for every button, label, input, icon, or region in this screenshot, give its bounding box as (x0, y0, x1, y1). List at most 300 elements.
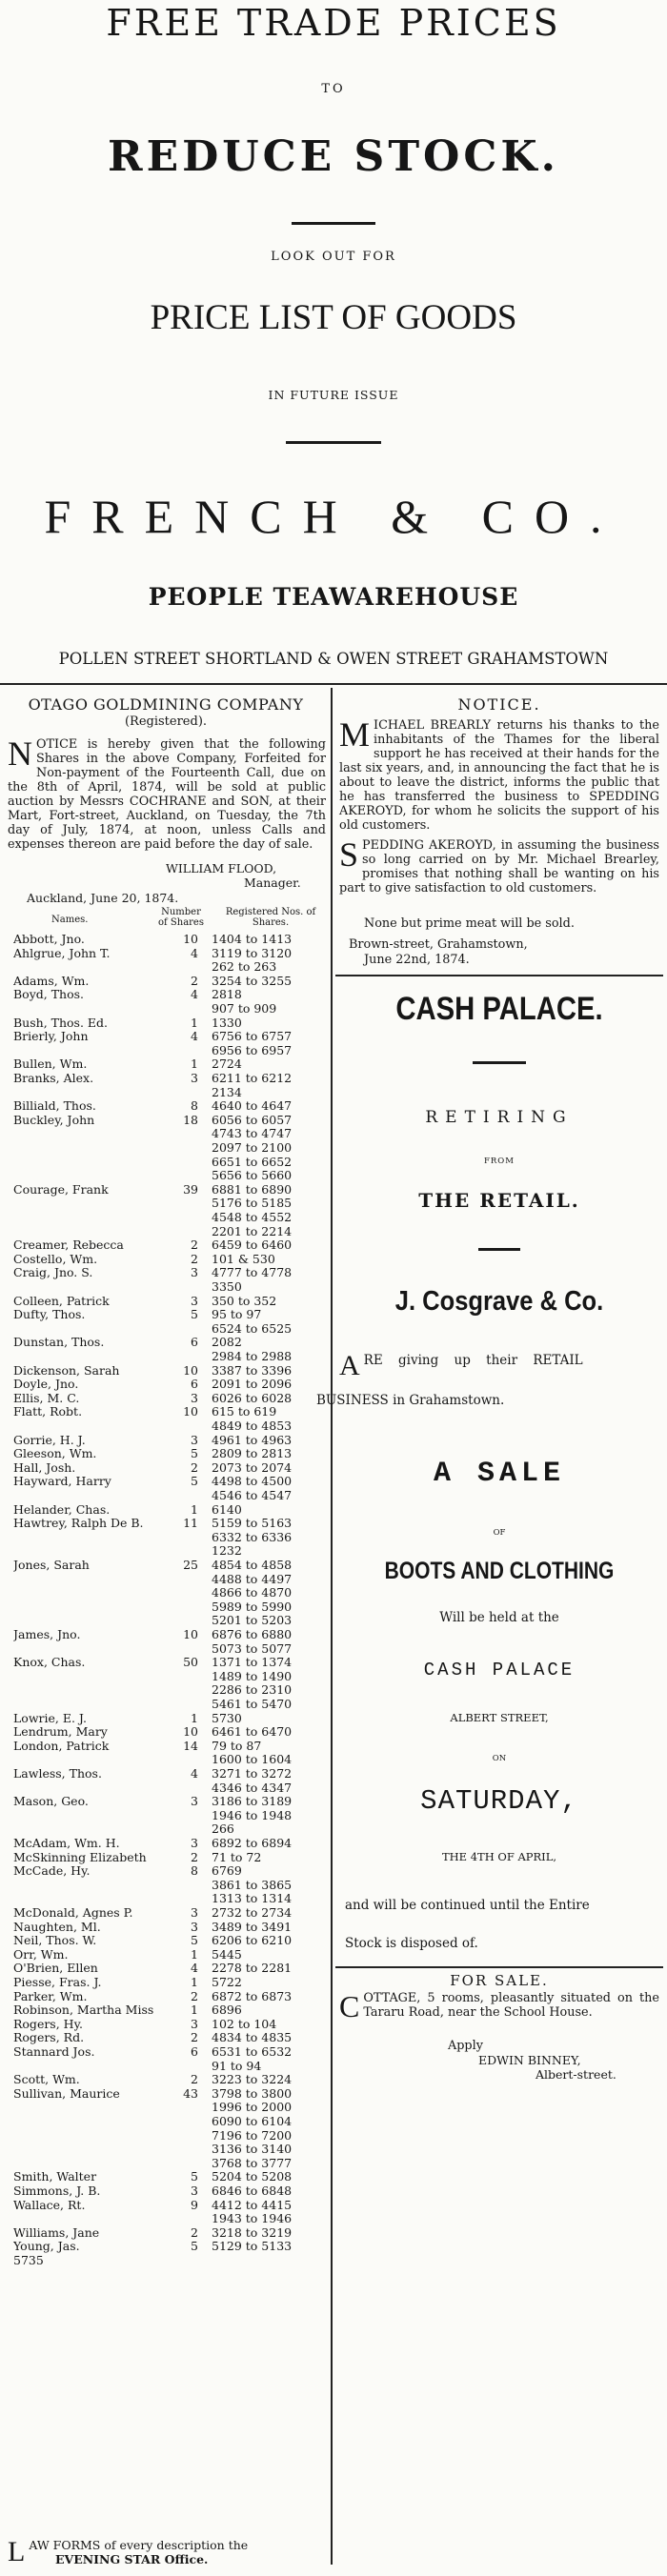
otago-dropcap: N (8, 735, 32, 773)
akeroyd-paragraph (339, 835, 659, 896)
registered-numbers: 102 to 104 (212, 2016, 277, 2031)
brearly-paragraph (339, 715, 659, 833)
registered-numbers: 5656 to 5660 (212, 1168, 293, 1183)
table-row (4, 1766, 328, 1794)
table-row (4, 1850, 328, 1864)
share-count: 1 (191, 1015, 198, 1030)
saturday: SATURDAY, (420, 1785, 578, 1817)
registered-numbers: 3387 to 3396 (212, 1362, 293, 1378)
table-row (4, 1724, 328, 1739)
registered-numbers: 6881 to 6890 (212, 1181, 293, 1197)
share-count: 4 (191, 987, 198, 1002)
registered-numbers: 6651 to 6652 (212, 1154, 293, 1169)
shareholder-name: Hayward, Harry (13, 1474, 111, 1489)
share-count: 3 (191, 1390, 198, 1405)
share-count: 11 (183, 1516, 198, 1531)
share-count: 8 (191, 1863, 198, 1879)
shareholder-name: Billiald, Thos. (13, 1098, 96, 1114)
table-row (4, 932, 328, 946)
registered-numbers: 6206 to 6210 (212, 1933, 293, 1948)
registered-numbers: 1404 to 1413 (212, 932, 293, 946)
table-row (4, 2253, 328, 2267)
registered-numbers: 3798 to 3800 (212, 2085, 293, 2101)
share-count: 3 (191, 2016, 198, 2031)
table-row (4, 1989, 328, 2003)
registered-numbers: 4546 to 4547 (212, 1487, 293, 1502)
otago-notice-column (4, 695, 328, 2576)
registered-numbers: 6531 to 6532 (212, 2044, 293, 2059)
shareholder-name: Rogers, Hy. (13, 2016, 83, 2031)
shareholder-name: Gleeson, Wm. (13, 1446, 97, 1461)
table-row (4, 1627, 328, 1655)
notice-heading: NOTICE. (457, 695, 541, 714)
share-count: 5 (191, 1474, 198, 1489)
share-count: 2 (191, 2030, 198, 2045)
table-row (4, 1863, 328, 1905)
registered-numbers: 907 to 909 (212, 1000, 277, 1016)
will-be-held: Will be held at the (439, 1610, 559, 1625)
registered-numbers: 3768 to 3777 (212, 2155, 293, 2170)
registered-numbers: 6026 to 6028 (212, 1390, 293, 1405)
shareholder-name: McDonald, Agnes P. (13, 1905, 133, 1920)
share-count: 6 (191, 1377, 198, 1392)
right-column (316, 695, 663, 2576)
registered-numbers: 6876 to 6880 (212, 1627, 293, 1641)
table-row (4, 1071, 328, 1098)
registered-numbers: 6846 to 6848 (212, 2184, 293, 2198)
registered-numbers: 6211 to 6212 (212, 1071, 293, 1085)
header-rule-2 (286, 441, 381, 444)
registered-numbers: 6090 to 6104 (212, 2113, 293, 2128)
table-row (4, 1836, 328, 1850)
otago-title: OTAGO GOLDMINING COMPANY (28, 695, 304, 714)
for-sale-apply: Apply (448, 2039, 483, 2053)
registered-numbers: 4498 to 4500 (212, 1474, 293, 1489)
shareholder-name: Dufty, Thos. (13, 1307, 86, 1322)
shareholder-name: Bullen, Wm. (13, 1057, 88, 1072)
shareholder-name: Parker, Wm. (13, 1988, 88, 2003)
for-sale-agent-address: Albert-street. (536, 2067, 616, 2082)
boots-clothing: BOOTS AND CLOTHING (384, 1558, 615, 1584)
shareholder-name: 5735 (13, 2253, 44, 2267)
registered-numbers: 6524 to 6525 (212, 1320, 293, 1336)
table-row (4, 946, 328, 974)
shareholder-name: Helander, Chas. (13, 1501, 111, 1517)
share-count: 5 (191, 2239, 198, 2254)
registered-numbers: 2201 to 2214 (212, 1223, 293, 1238)
share-count: 3 (191, 1919, 198, 1934)
price-list-heading: PRICE LIST OF GOODS (150, 298, 517, 337)
registered-numbers: 3489 to 3491 (212, 1919, 293, 1934)
shareholder-name: Young, Jas. (13, 2239, 80, 2254)
registered-numbers: 5176 to 5185 (212, 1196, 293, 1211)
shareholder-name: Lendrum, Mary (13, 1724, 108, 1740)
registered-numbers: 3119 to 3120 (212, 945, 293, 960)
share-count: 1 (191, 1710, 198, 1725)
table-row (4, 2198, 328, 2225)
future-issue: IN FUTURE ISSUE (268, 388, 399, 402)
retail-line-1: RE giving up their RETAIL (363, 1353, 583, 1368)
share-count: 3 (191, 1794, 198, 1809)
table-row (4, 2169, 328, 2184)
registered-numbers: 95 to 97 (212, 1307, 262, 1322)
share-count: 5 (191, 2169, 198, 2184)
table-row (4, 1335, 328, 1362)
share-count: 1 (191, 1501, 198, 1517)
otago-registered: (Registered). (124, 714, 208, 729)
registered-numbers: 1313 to 1314 (212, 1891, 293, 1906)
shareholder-name: Piesse, Fras. J. (13, 1975, 102, 1989)
col-header-shares: Number of Shares (158, 907, 204, 928)
registered-numbers: 2286 to 2310 (212, 1682, 293, 1698)
table-row (4, 1446, 328, 1460)
share-count: 2 (191, 1251, 198, 1266)
table-row (4, 1905, 328, 1920)
share-count: 6 (191, 2044, 198, 2059)
registered-numbers: 4412 to 4415 (212, 2197, 293, 2212)
registered-numbers: 4961 to 4963 (212, 1432, 293, 1447)
a-sale: A SALE (433, 1458, 566, 1490)
shareholder-name: Stannard Jos. (13, 2044, 95, 2059)
column-divider (331, 688, 333, 2565)
shareholder-name: Dunstan, Thos. (13, 1335, 105, 1350)
registered-numbers: 101 & 530 (212, 1251, 275, 1266)
for-sale-agent: EDWIN BINNEY, (478, 2053, 581, 2067)
share-count: 10 (183, 1627, 198, 1641)
share-count: 4 (191, 1961, 198, 1976)
share-count: 5 (191, 1307, 198, 1322)
registered-numbers: 1996 to 2000 (212, 2100, 293, 2115)
registered-numbers: 2732 to 2734 (212, 1905, 293, 1920)
retail-dropcap: A (339, 1350, 360, 1381)
cash-palace-title: CASH PALACE. (395, 991, 603, 1027)
registered-numbers: 3223 to 3224 (212, 2072, 293, 2087)
table-row (4, 1294, 328, 1308)
shareholder-name: Ahlgrue, John T. (13, 945, 111, 960)
shareholder-name: Craig, Jno. S. (13, 1265, 93, 1280)
for-sale-dropcap: C (339, 1989, 360, 2023)
shareholder-name: Scott, Wm. (13, 2072, 80, 2087)
share-count: 4 (191, 1029, 198, 1044)
table-row (4, 1265, 328, 1293)
table-row (4, 1975, 328, 1989)
table-row (4, 2072, 328, 2086)
share-count: 25 (183, 1558, 198, 1572)
law-forms-text: AW FORMS of every description the (29, 2538, 249, 2552)
cash-rule-1 (473, 1061, 526, 1064)
shareholder-name: Dickenson, Sarah (13, 1362, 120, 1378)
sale-date: THE 4TH OF APRIL, (441, 1850, 557, 1863)
shareholder-name: Buckley, John (13, 1112, 95, 1127)
table-row (4, 1377, 328, 1391)
registered-numbers: 1946 to 1948 (212, 1807, 293, 1822)
venue: CASH PALACE (423, 1660, 576, 1680)
shareholder-name: Colleen, Patrick (13, 1293, 110, 1308)
registered-numbers: 3350 (212, 1278, 242, 1294)
registered-numbers: 4866 to 4870 (212, 1585, 293, 1600)
of: OF (493, 1528, 506, 1538)
share-count: 43 (183, 2085, 198, 2101)
table-row (4, 2086, 328, 2170)
cash-palace-top-rule (335, 975, 663, 976)
share-count: 1 (191, 2002, 198, 2018)
shareholder-name: London, Patrick (13, 1738, 110, 1753)
shareholder-name: Hall, Josh. (13, 1459, 76, 1475)
share-count: 10 (183, 932, 198, 946)
share-count: 2 (191, 1849, 198, 1864)
registered-numbers: 4849 to 4853 (212, 1418, 293, 1433)
registered-numbers: 4854 to 4858 (212, 1558, 293, 1572)
shareholder-name: Brierly, John (13, 1029, 89, 1044)
shareholder-name: Lowrie, E. J. (13, 1710, 87, 1725)
registered-numbers: 5204 to 5208 (212, 2169, 293, 2184)
registered-numbers: 6459 to 6460 (212, 1238, 293, 1253)
shareholder-name: Costello, Wm. (13, 1251, 98, 1266)
otago-dateline: Auckland, June 20, 1874. (27, 891, 179, 905)
registered-numbers: 2073 to 2074 (212, 1459, 293, 1475)
registered-numbers: 2724 (212, 1057, 242, 1072)
on: ON (492, 1754, 507, 1763)
registered-numbers: 5722 (212, 1975, 242, 1989)
registered-numbers: 3861 to 3865 (212, 1877, 293, 1892)
registered-numbers: 4834 to 4835 (212, 2030, 293, 2045)
registered-numbers: 3136 to 3140 (212, 2142, 293, 2157)
registered-numbers: 6332 to 6336 (212, 1529, 293, 1544)
notice-address: Brown-street, Grahamstown, (349, 937, 528, 952)
share-count: 2 (191, 2072, 198, 2087)
share-count: 2 (191, 1459, 198, 1475)
share-count: 4 (191, 945, 198, 960)
registered-numbers: 1600 to 1604 (212, 1752, 293, 1767)
table-row (4, 1182, 328, 1238)
registered-numbers: 3186 to 3189 (212, 1794, 293, 1809)
the-retail: THE RETAIL. (418, 1189, 580, 1212)
shareholder-name: McAdam, Wm. H. (13, 1836, 120, 1850)
header-subtitle: REDUCE STOCK. (108, 132, 559, 181)
shareholder-name: Flatt, Robt. (13, 1404, 83, 1419)
shareholder-name: McSkinning Elizabeth (13, 1849, 147, 1864)
registered-numbers: 4488 to 4497 (212, 1571, 293, 1586)
registered-numbers: 5445 (212, 1946, 242, 1962)
cash-rule-2 (478, 1248, 520, 1251)
for-sale-top-rule (335, 1966, 663, 1968)
table-row (4, 1113, 328, 1182)
registered-numbers: 2134 (212, 1084, 242, 1099)
registered-numbers: 2809 to 2813 (212, 1446, 293, 1461)
share-count: 10 (183, 1362, 198, 1378)
shareholder-name: Mason, Geo. (13, 1794, 89, 1809)
table-row (4, 987, 328, 1015)
share-count: 1 (191, 1975, 198, 1989)
table-row (4, 2044, 328, 2072)
look-out-for: LOOK OUT FOR (271, 250, 396, 264)
for-sale-heading: FOR SALE. (450, 1972, 549, 1989)
shareholder-name: Smith, Walter (13, 2169, 97, 2184)
for-sale-paragraph (339, 1989, 659, 2023)
registered-numbers: 4743 to 4747 (212, 1126, 293, 1141)
share-count: 3 (191, 1071, 198, 1085)
table-row (4, 1238, 328, 1252)
registered-numbers: 2278 to 2281 (212, 1961, 293, 1976)
brearly-text: ICHAEL BREARLY returns his thanks to the inhabitants of the Thames for the liberal support he has received at their hands for the last six years, and, in announcing the fact that he is about to leave the district, informs the public that he has transferred the business to SPEDDING AKEROYD, for whom he solicits the support of his old customers. (339, 718, 659, 833)
street: ALBERT STREET, (450, 1711, 549, 1724)
share-count: 2 (191, 2224, 198, 2240)
registered-numbers: 4548 to 4552 (212, 1209, 293, 1224)
registered-numbers: 6461 to 6470 (212, 1724, 293, 1740)
table-row (4, 1404, 328, 1432)
header-bottom-rule (0, 683, 667, 685)
share-count: 10 (183, 1404, 198, 1419)
shareholder-name: McCade, Hy. (13, 1863, 91, 1879)
shareholder-name: Adams, Wm. (13, 973, 90, 988)
table-row (4, 2017, 328, 2031)
table-row (4, 1947, 328, 1962)
law-forms-dropcap: L (8, 2536, 26, 2567)
share-count: 6 (191, 1335, 198, 1350)
shareholder-name: O'Brien, Ellen (13, 1961, 98, 1976)
registered-numbers: 4346 to 4347 (212, 1780, 293, 1795)
registered-numbers: 6056 to 6057 (212, 1112, 293, 1127)
table-row (4, 1307, 328, 1335)
share-count: 39 (183, 1181, 198, 1197)
table-row (4, 1516, 328, 1558)
share-table (4, 932, 328, 2532)
header-rule-1 (292, 222, 375, 225)
shareholder-name: Sullivan, Maurice (13, 2085, 120, 2101)
shareholder-name: Bush, Thos. Ed. (13, 1015, 109, 1030)
share-count: 3 (191, 1432, 198, 1447)
shareholder-name: Lawless, Thos. (13, 1766, 102, 1781)
share-count: 14 (183, 1738, 198, 1753)
table-row (4, 1739, 328, 1766)
table-row (4, 1460, 328, 1475)
table-row (4, 1391, 328, 1405)
shareholder-name: Wallace, Rt. (13, 2197, 86, 2212)
header-to: TO (321, 82, 346, 96)
table-row (4, 1363, 328, 1378)
share-count: 5 (191, 1933, 198, 1948)
share-count: 4 (191, 1766, 198, 1781)
retiring: RETIRING (425, 1108, 574, 1127)
table-row (4, 1502, 328, 1517)
akeroyd-text: PEDDING AKEROYD, in assuming the business so long carried on by Mr. Michael Brearley, promises that nothing shall be wanting on his part to give satisfaction to old customers. (339, 838, 659, 896)
registered-numbers: 5159 to 5163 (212, 1516, 293, 1531)
shareholder-name: Branks, Alex. (13, 1071, 94, 1085)
registered-numbers: 2097 to 2100 (212, 1139, 293, 1155)
col-header-names: Names. (51, 915, 89, 925)
shareholder-name: Ellis, M. C. (13, 1390, 80, 1405)
registered-numbers: 1489 to 1490 (212, 1668, 293, 1683)
share-count: 2 (191, 1238, 198, 1253)
table-row (4, 2184, 328, 2198)
shareholder-name: Abbott, Jno. (13, 932, 85, 946)
registered-numbers: 5129 to 5133 (212, 2239, 293, 2254)
shareholder-name: Knox, Chas. (13, 1655, 86, 1670)
for-sale-text: OTTAGE, 5 rooms, pleasantly situated on the Tararu Road, near the School House. (363, 1991, 659, 2020)
table-row (4, 1711, 328, 1725)
continued: and will be continued until the Entire (345, 1898, 590, 1913)
registered-numbers: 3271 to 3272 (212, 1766, 293, 1781)
registered-numbers: 262 to 263 (212, 959, 277, 975)
header-title: FREE TRADE PRICES (106, 2, 561, 44)
registered-numbers: 5073 to 5077 (212, 1640, 293, 1656)
share-count: 1 (191, 1946, 198, 1962)
firm-name: J. Cosgrave & Co. (394, 1286, 604, 1317)
registered-numbers: 2818 (212, 987, 242, 1002)
otago-signer-title: Manager. (244, 875, 301, 890)
share-count: 5 (191, 1446, 198, 1461)
registered-numbers: 7196 to 7200 (212, 2127, 293, 2143)
share-count: 50 (183, 1655, 198, 1670)
table-row (4, 2002, 328, 2017)
disposed: Stock is disposed of. (345, 1936, 478, 1951)
share-count: 3 (191, 1836, 198, 1850)
registered-numbers: 3254 to 3255 (212, 973, 293, 988)
table-row (4, 1961, 328, 1975)
table-row (4, 1920, 328, 1934)
table-row (4, 1655, 328, 1710)
share-count: 2 (191, 973, 198, 988)
table-row (4, 974, 328, 988)
otago-notice-paragraph (8, 737, 326, 852)
share-count: 3 (191, 1905, 198, 1920)
registered-numbers: 1943 to 1946 (212, 2211, 293, 2226)
table-row (4, 1029, 328, 1057)
registered-numbers: 5989 to 5990 (212, 1599, 293, 1614)
company-name: FRENCH & CO. (44, 490, 623, 543)
table-row (4, 1098, 328, 1113)
law-forms-footer (8, 2538, 326, 2566)
share-count: 18 (183, 1112, 198, 1127)
shareholder-name: Williams, Jane (13, 2224, 100, 2240)
shareholder-name: Creamer, Rebecca (13, 1238, 124, 1253)
shareholder-name: Hawtrey, Ralph De B. (13, 1516, 144, 1531)
shareholder-name: Gorrie, H. J. (13, 1432, 86, 1447)
share-count: 8 (191, 1098, 198, 1114)
registered-numbers: 6956 to 6957 (212, 1042, 293, 1057)
shareholder-name: Doyle, Jno. (13, 1377, 79, 1392)
registered-numbers: 4640 to 4647 (212, 1098, 293, 1114)
shareholder-name: Orr, Wm. (13, 1946, 69, 1962)
registered-numbers: 350 to 352 (212, 1293, 277, 1308)
notice-date: June 22nd, 1874. (364, 953, 470, 967)
registered-numbers: 5461 to 5470 (212, 1696, 293, 1711)
law-forms-office: EVENING STAR Office. (55, 2552, 209, 2566)
share-count: 3 (191, 1265, 198, 1280)
shareholder-name: Neil, Thos. W. (13, 1933, 97, 1948)
table-row (4, 1016, 328, 1030)
akeroyd-dropcap: S (339, 835, 359, 874)
registered-numbers: 615 to 619 (212, 1404, 277, 1419)
col-header-regs: Registered Nos. of Shares. (225, 907, 316, 928)
share-count: 3 (191, 1293, 198, 1308)
registered-numbers: 266 (212, 1821, 234, 1837)
registered-numbers: 79 to 87 (212, 1738, 262, 1753)
otago-notice-text: OTICE is hereby given that the following Shares in the above Company, Forfeited for Non-payment of the Fourteenth Call, due on the 8th of April, 1874, will be sold at public auction by Messrs COCHRANE and SON, at their Mart, Fort-street, Auckland, on Tuesday, the 7th day of July, 1874, at noon, unless Calls and expenses thereon are paid before the day of sale. (8, 737, 326, 852)
registered-numbers: 5730 (212, 1710, 242, 1725)
registered-numbers: 91 to 94 (212, 2058, 262, 2073)
registered-numbers: 6892 to 6894 (212, 1836, 293, 1850)
registered-numbers: 6756 to 6757 (212, 1029, 293, 1044)
table-row (4, 1794, 328, 1836)
table-row (4, 2239, 328, 2253)
shareholder-name: Courage, Frank (13, 1181, 109, 1197)
share-count: 10 (183, 1724, 198, 1740)
shareholder-name: James, Jno. (13, 1627, 81, 1641)
table-row (4, 2225, 328, 2240)
registered-numbers: 2091 to 2096 (212, 1377, 293, 1392)
registered-numbers: 1371 to 1374 (212, 1655, 293, 1670)
